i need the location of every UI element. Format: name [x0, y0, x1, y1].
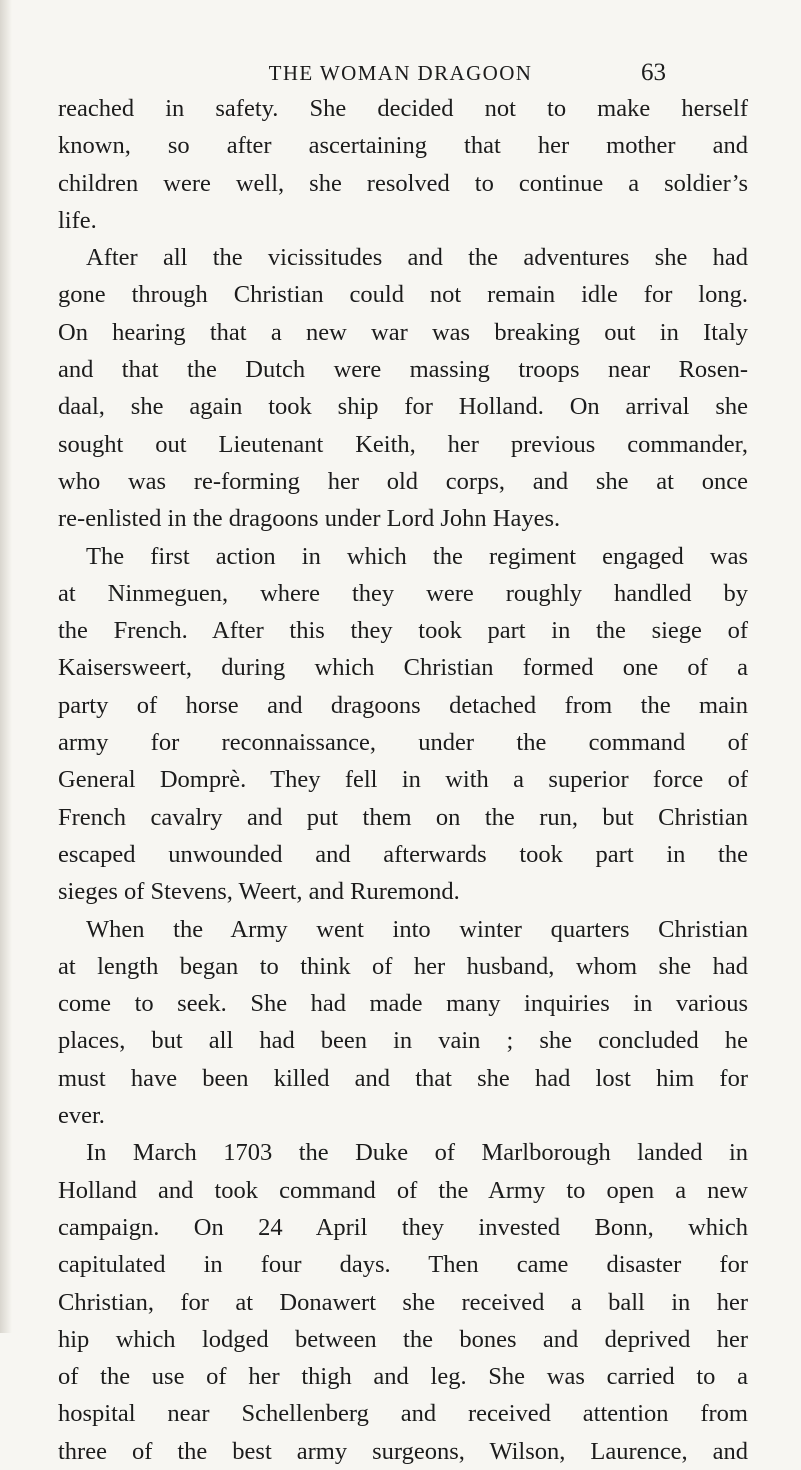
page-binding-shadow — [0, 0, 12, 1333]
text-line: When the Army went into winter quarters Christian — [86, 915, 748, 943]
text-line: re-enlisted in the dragoons under Lord John Hayes. — [58, 505, 561, 533]
text-line: gone through Christian could not remain idle for long. — [58, 281, 748, 309]
text-line: must have been killed and that she had lost him for — [58, 1064, 748, 1092]
text-line: After all the vicissitudes and the adventures she had — [86, 244, 748, 272]
text-line: three of the best army surgeons, Wilson, Laurence, and — [58, 1437, 748, 1465]
text-line: hospital near Schellenberg and received attention from — [58, 1400, 748, 1428]
running-title: THE WOMAN DRAGOON — [268, 61, 533, 85]
text-line: of the use of her thigh and leg. She was carried to a — [58, 1363, 748, 1391]
text-line: Kaisersweert, during which Christian formed one of a — [58, 654, 748, 682]
text-line: life. — [58, 206, 97, 234]
text-line: children were well, she resolved to continue a soldier’s — [58, 169, 748, 197]
text-line: French cavalry and put them on the run, but Christian — [58, 803, 748, 831]
text-line: campaign. On 24 April they invested Bonn, which — [58, 1213, 748, 1241]
text-line: escaped unwounded and afterwards took part in the — [58, 840, 748, 868]
text-line: party of horse and dragoons detached from the main — [58, 691, 748, 719]
text-line: ever. — [58, 1102, 105, 1130]
text-line: who was re-forming her old corps, and she at once — [58, 467, 748, 495]
text-line: sieges of Stevens, Weert, and Ruremond. — [58, 878, 460, 906]
text-line: come to seek. She had made many inquiries in various — [58, 990, 748, 1018]
text-line: Holland and took command of the Army to open a new — [58, 1176, 748, 1204]
text-line: places, but all had been in vain ; she concluded he — [58, 1027, 748, 1055]
text-line: sought out Lieutenant Keith, her previous commander, — [58, 430, 748, 458]
text-line: at length began to think of her husband, whom she had — [58, 952, 748, 980]
text-line: known, so after ascertaining that her mother and — [58, 132, 748, 160]
text-line: Christian, for at Donawert she received a ball in her — [58, 1288, 748, 1316]
body-text — [58, 90, 748, 1470]
text-line: reached in safety. She decided not to make herself — [58, 95, 748, 122]
text-line: In March 1703 the Duke of Marlborough landed in — [86, 1139, 748, 1167]
page-header — [0, 58, 801, 88]
text-line: General Domprè. They fell in with a superior force of — [58, 766, 748, 794]
page-number: 63 — [641, 59, 666, 86]
text-line: On hearing that a new war was breaking out in Italy — [58, 318, 748, 346]
text-line: hip which lodged between the bones and deprived her — [58, 1325, 748, 1353]
text-line: and that the Dutch were massing troops near Rosen- — [58, 356, 748, 384]
text-line: the French. After this they took part in the siege of — [58, 617, 748, 645]
text-line: army for reconnaissance, under the command of — [58, 729, 748, 757]
text-line: capitulated in four days. Then came disaster for — [58, 1251, 748, 1279]
text-line: at Ninmeguen, where they were roughly handled by — [58, 579, 748, 607]
text-line: daal, she again took ship for Holland. On arrival she — [58, 393, 748, 421]
text-line: The first action in which the regiment engaged was — [86, 542, 748, 570]
